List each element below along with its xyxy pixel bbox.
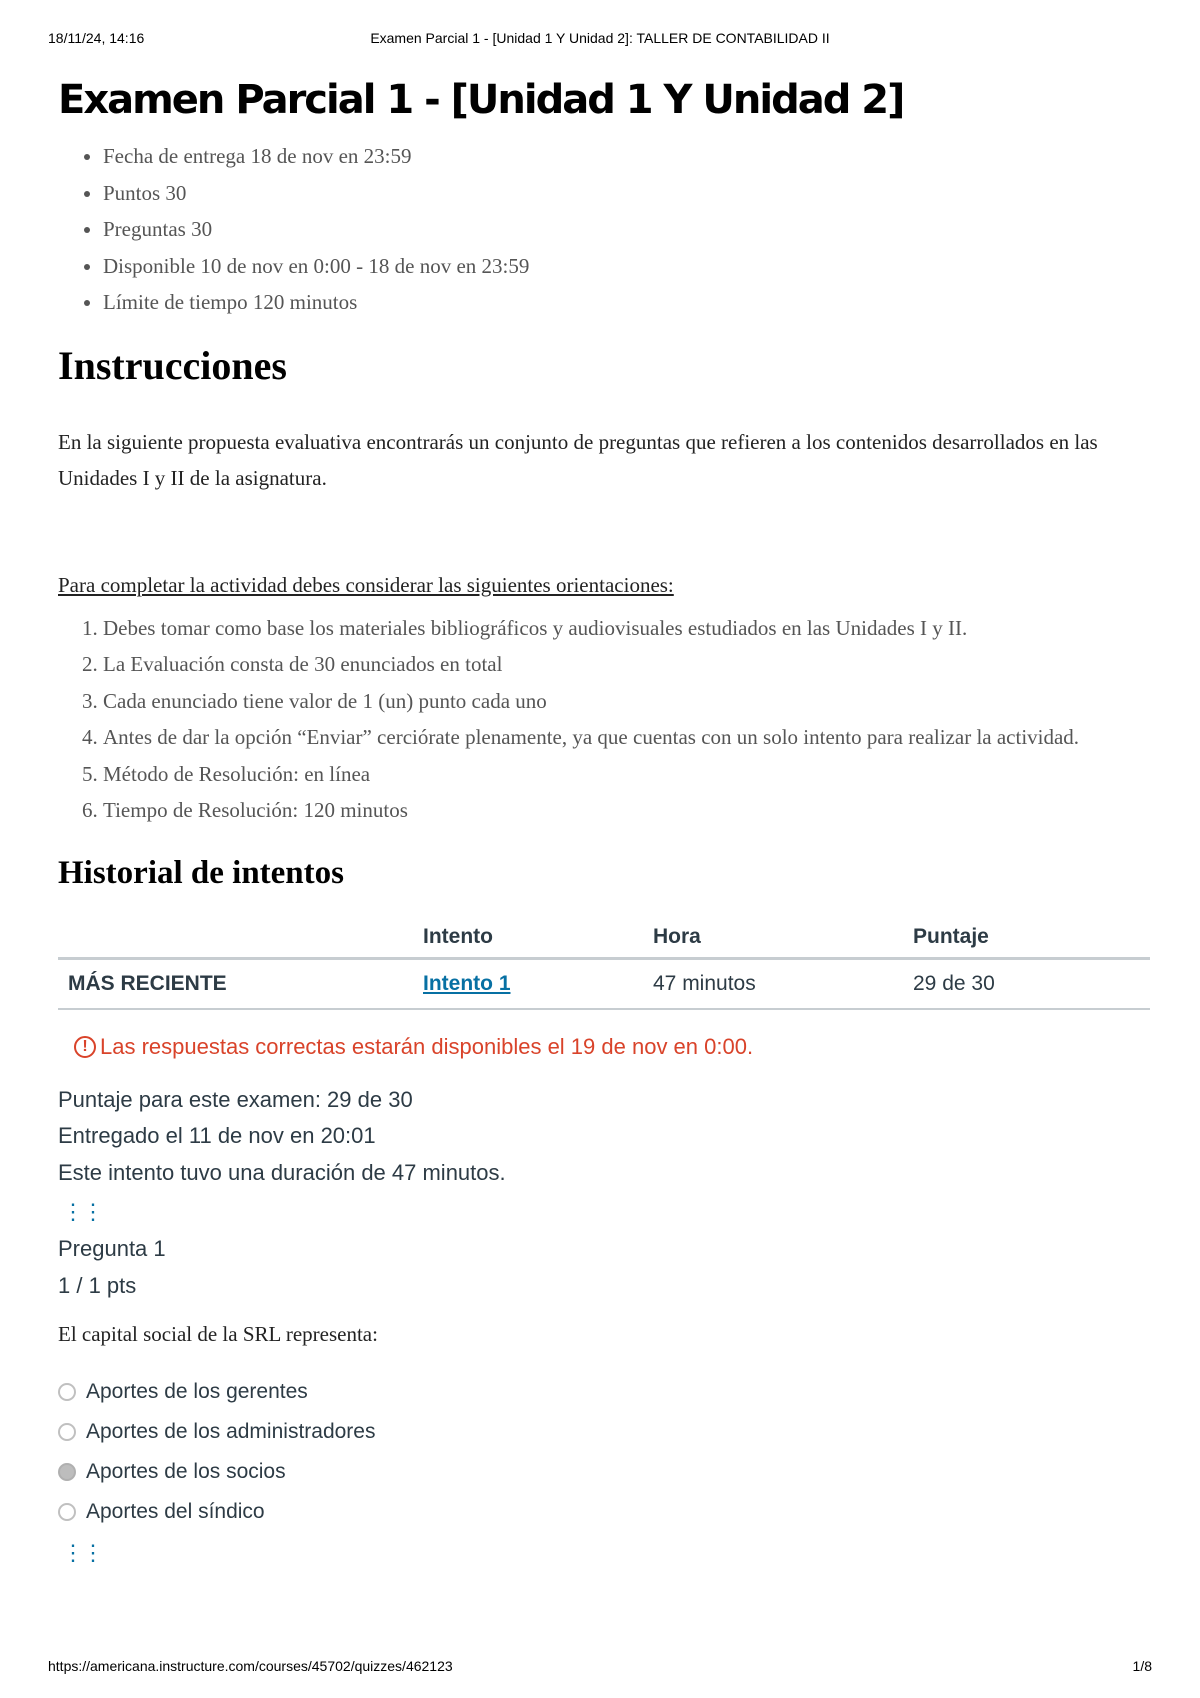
step-item: 3. Cada enunciado tiene valor de 1 (un) punto cada uno: [103, 683, 1150, 720]
answer-option[interactable]: [58, 1412, 1150, 1452]
detail-due-date: • Fecha de entrega 18 de nov en 23:59: [103, 138, 1150, 175]
answer-option[interactable]: [58, 1372, 1150, 1412]
column-header-attempt: Intento: [413, 913, 643, 959]
radio-button[interactable]: [58, 1503, 76, 1521]
detail-questions: • Preguntas 30: [103, 211, 1150, 248]
print-datetime: 18/11/24, 14:16: [48, 30, 145, 46]
attempts-table: [58, 913, 1150, 1010]
radio-button[interactable]: [58, 1423, 76, 1441]
answer-label: Aportes de los socios: [86, 1460, 286, 1483]
step-item: 1. Debes tomar como base los materiales bibliográficos y audiovisuales estudiados en las Unidades I y II.: [103, 610, 1150, 647]
submitted-at: Entregado el 11 de nov en 20:01: [58, 1123, 376, 1148]
step-item: 5. Método de Resolución: en línea: [103, 756, 1150, 793]
column-header-time: Hora: [643, 913, 903, 959]
history-heading: Historial de intentos: [58, 854, 344, 891]
answer-option-selected[interactable]: [58, 1452, 1150, 1492]
attempt-recency-label: MÁS RECIENTE: [58, 958, 413, 1009]
main-content: [58, 72, 1150, 1568]
column-header-label: [58, 913, 413, 959]
drag-handle-icon[interactable]: ⋮⋮: [62, 1199, 102, 1224]
answer-options: [58, 1372, 1150, 1532]
step-item: 2. La Evaluación consta de 30 enunciados en total: [103, 646, 1150, 683]
print-header: [48, 30, 1152, 50]
radio-button[interactable]: [58, 1383, 76, 1401]
question-points: 1 / 1 pts: [58, 1272, 137, 1298]
page-url: https://americana.instructure.com/courses/45702/quizzes/462123: [48, 1658, 453, 1674]
drag-handle-icon[interactable]: ⋮⋮: [62, 1540, 102, 1565]
attempt-score: 29 de 30: [903, 958, 1150, 1009]
answers-notice: [74, 1032, 1150, 1062]
quiz-details: [58, 138, 1150, 321]
notice-text: Las respuestas correctas estarán disponibles el 19 de nov en 0:00.: [100, 1033, 754, 1059]
radio-button-selected[interactable]: [58, 1463, 76, 1481]
quiz-score: Puntaje para este examen: 29 de 30: [58, 1086, 413, 1112]
question-text: El capital social de la SRL representa:: [58, 1322, 378, 1346]
detail-points: • Puntos 30: [103, 175, 1150, 212]
answer-label: Aportes de los gerentes: [86, 1380, 308, 1403]
attempt-link[interactable]: Intento 1: [423, 971, 511, 995]
orientation-title: Para completar la actividad debes considerar las siguientes orientaciones:: [58, 572, 674, 597]
print-title: Examen Parcial 1 - [Unidad 1 Y Unidad 2]: TALLER DE CONTABILIDAD II: [370, 30, 830, 46]
detail-available: • Disponible 10 de nov en 0:00 - 18 de nov en 23:59: [103, 248, 1150, 285]
step-item: 4. Antes de dar la opción “Enviar” cerciórate plenamente, ya que cuentas con un solo intento para realizar la actividad.: [103, 719, 1150, 756]
instruction-steps: [58, 610, 1150, 829]
answer-label: Aportes de los administradores: [86, 1420, 376, 1443]
question-label: Pregunta 1: [58, 1236, 166, 1261]
question-header: [58, 1231, 1150, 1304]
page-number: 1/8: [1132, 1658, 1152, 1674]
answer-label: Aportes del síndico: [86, 1500, 265, 1523]
detail-time-limit: • Límite de tiempo 120 minutos: [103, 284, 1150, 321]
quiz-title: Examen Parcial 1 - [Unidad 1 Y Unidad 2]: [58, 77, 904, 123]
answer-option[interactable]: [58, 1492, 1150, 1532]
attempt-time: 47 minutos: [643, 958, 903, 1009]
instructions-heading: Instrucciones: [58, 342, 287, 388]
score-summary: [58, 1082, 1150, 1192]
table-row: [58, 958, 1150, 1009]
attempt-duration: Este intento tuvo una duración de 47 minutos.: [58, 1159, 506, 1185]
instructions-text: En la siguiente propuesta evaluativa encontrarás un conjunto de preguntas que refieren a los contenidos desarrollados en las Unidades I y II de la asignatura.: [58, 429, 1098, 490]
column-header-score: Puntaje: [903, 913, 1150, 959]
step-item: 6. Tiempo de Resolución: 120 minutos: [103, 792, 1150, 829]
warning-circle-icon: !: [74, 1036, 96, 1058]
table-header-row: [58, 913, 1150, 959]
